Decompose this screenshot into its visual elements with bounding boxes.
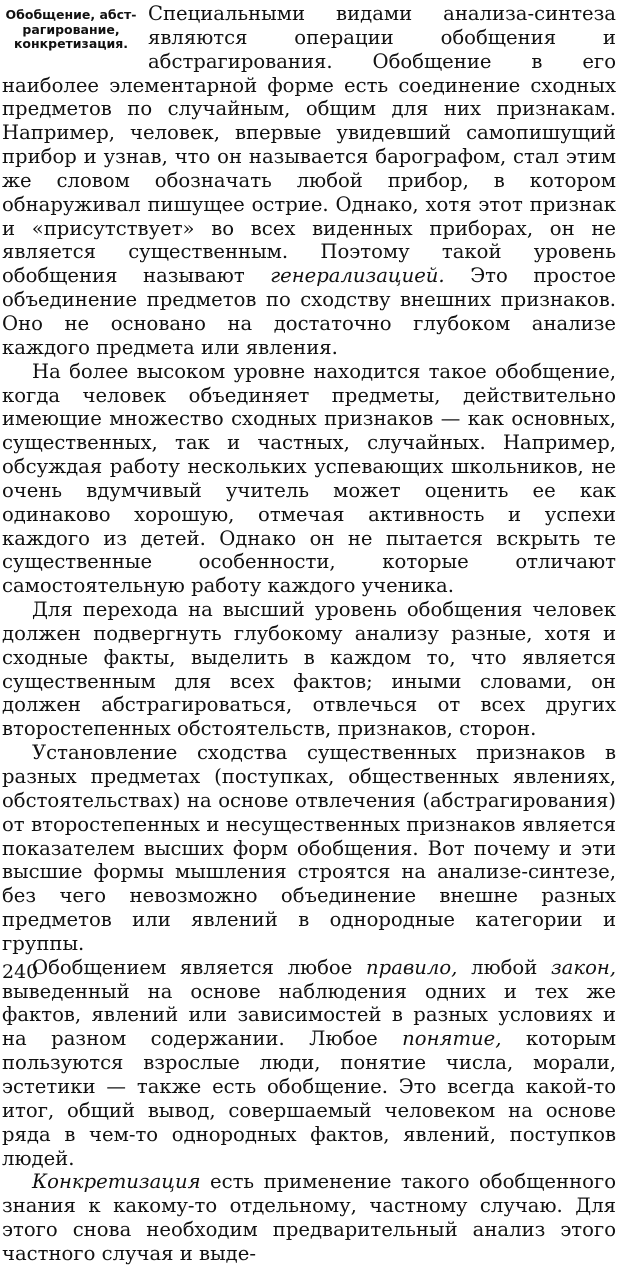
paragraph: [2, 741, 616, 956]
italic-term: правило,: [366, 955, 458, 979]
text-run: На более высоком уровне находится такое обобщение, когда человек объединяет предметы, действительно имеющие множество сходных признаков — как основных, существенных, так и частных, случайных. Например, обсуждая работу нескольких успевающих школьников, не очень вдумчивый учитель может оценить ее как одинаково хорошую, отмечая активность и успехи каждого из детей. Однако он не пытается вскрыть те существенные особенности, которые отличают самостоятельную работу каждого ученика.: [2, 359, 616, 598]
paragraph: [2, 360, 616, 598]
body-text: [2, 2, 616, 1266]
italic-term: Конкретизация: [32, 1170, 201, 1194]
text-run: Это простое объединение предметов по сходству внешних признаков. Оно не основано на достаточно глубоком анализе каждого предмета или явления.: [2, 264, 616, 359]
paragraph: [2, 598, 616, 741]
italic-term: понятие,: [402, 1027, 502, 1051]
text-run: выведенный на основе наблюдения одних и тех же фактов, явлений или зависимостей в разных условиях и на разном содержании. Любое: [2, 979, 616, 1051]
italic-term: закон,: [551, 955, 616, 979]
text-run: Установление сходства существенных признаков в разных предметах (поступках, общественных явлениях, обстоятельствах) на основе отвлечения (абстрагирования) от второстепенных и несущественных признаков является показателем высших форм обобщения. Вот почему и эти высшие формы мышления строятся на анализе-синтезе, без чего невозможно объединение внешне разных предметов или явлений в однородные категории и группы.: [2, 741, 616, 955]
text-run: которым пользуются взрослые люди, понятие числа, морали, эстетики — также есть обобщение. Это всегда какой-то итог, общий вывод, совершаемый человеком на основе ряда в чем-то однородных фактов, явлений, поступков людей.: [2, 1027, 616, 1170]
margin-heading-line: конкретизация.: [13, 36, 129, 51]
margin-heading-line: Обобщение, абст-: [5, 7, 137, 22]
italic-term: генерализацией.: [270, 264, 445, 288]
text-run: Для перехода на высший уровень обобщения человек должен подвергнуть глубокому анализу разные, хотя и сходные факты, выделить в каждом то, что является существенным для всех фактов; иными словами, он должен абстрагироваться, отвлечься от всех других второстепенных обстоятельств, признаков, сторон.: [2, 598, 616, 741]
paragraph: [2, 1170, 616, 1265]
margin-heading-line: рагирование,: [22, 21, 120, 37]
text-run: Обобщением является любое: [32, 955, 367, 979]
margin-heading: [2, 8, 140, 52]
text-run: есть применение такого обобщенного знания к какому-то отдельному, частному случаю. Для этого снова необходим предварительный анализ этого частного случая и выде-: [2, 1170, 616, 1265]
paragraph: [2, 956, 616, 1171]
text-run: любой: [457, 955, 551, 979]
paragraph: [2, 2, 616, 360]
text-run: Специальными видами анализа-синтеза являются операции обобщения и абстрагирования. Обобщение в его наиболее элементарной форме есть соединение сходных предметов по случайным, общим для них признакам. Например, человек, впервые увидевший самопишущий прибор и узнав, что он называется барографом, стал этим же словом обозначать любой прибор, в котором обнаруживал пишущее острие. Однако, хотя этот признак и «присутствует» во всех виденных приборах, он не является существенным. Поэтому такой уровень обобщения называют: [2, 2, 616, 288]
page-number: 240: [2, 961, 39, 983]
